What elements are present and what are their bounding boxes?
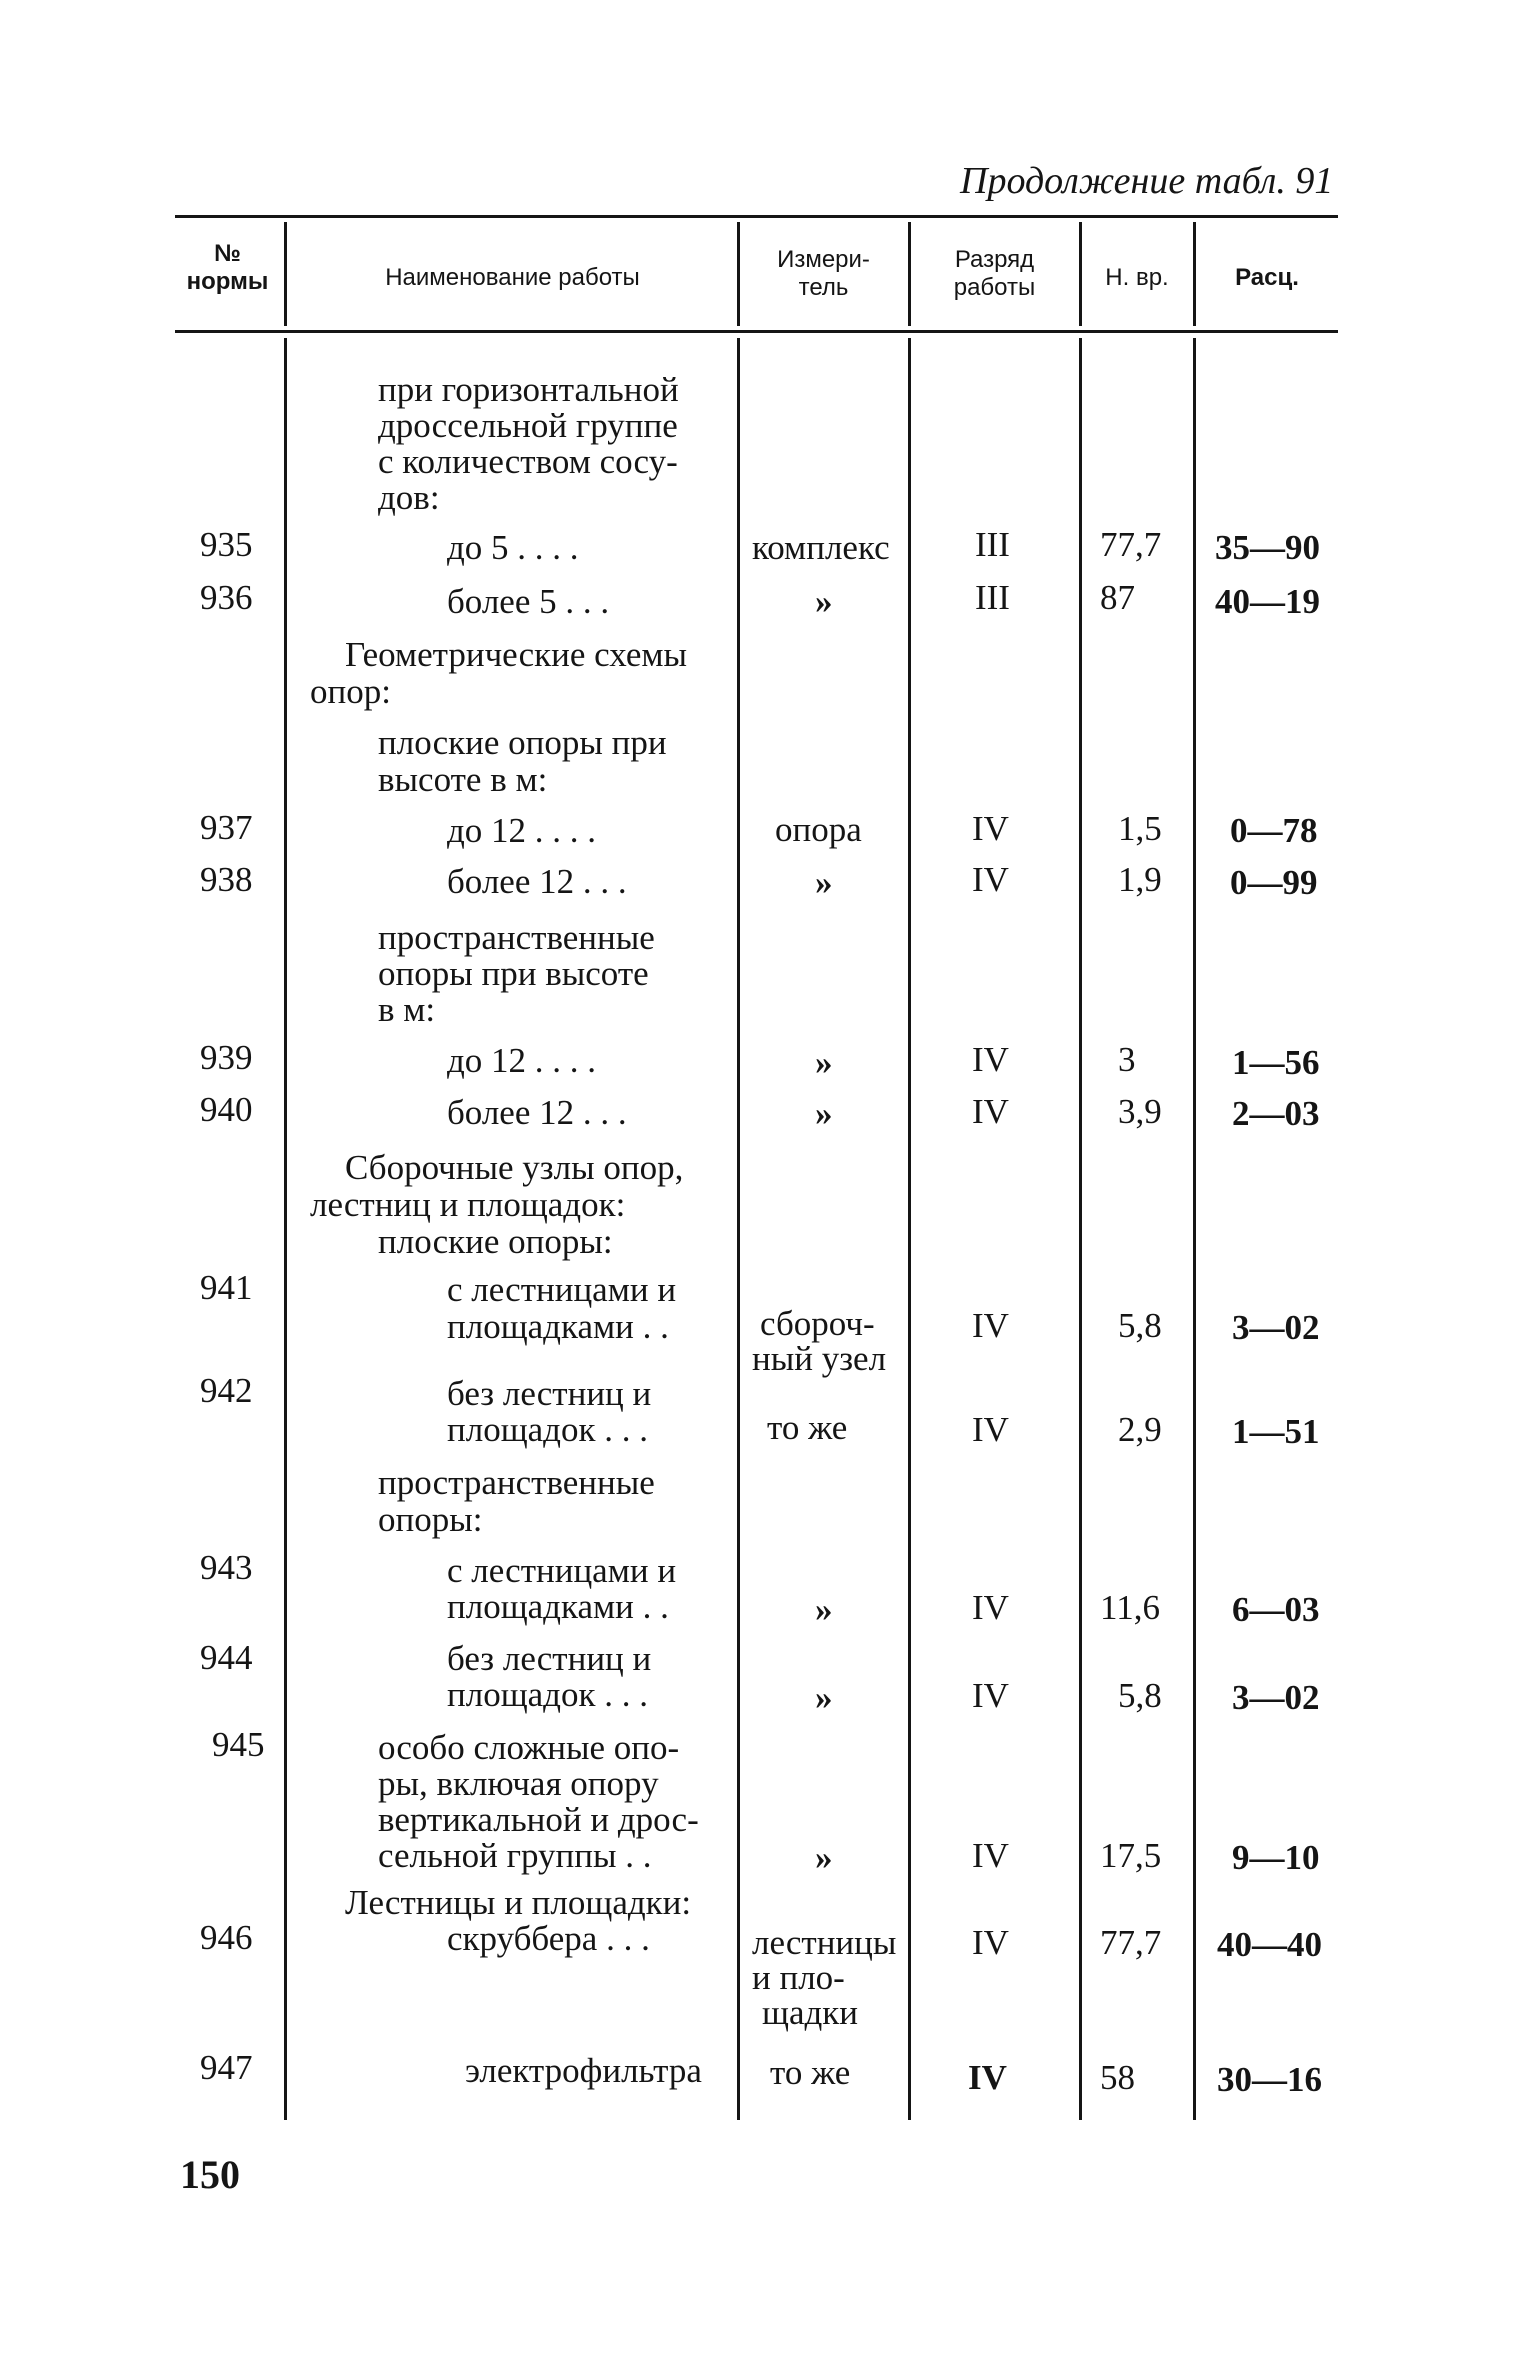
table-row-norm-number: 941: [200, 1268, 253, 1307]
table-row-grade: IV: [972, 1306, 1009, 1345]
table-row-unit: сбороч-: [760, 1304, 875, 1343]
table-row-work-name: ры, включая опору: [378, 1764, 659, 1803]
table-row-unit: »: [815, 863, 833, 902]
table-row-rate: 0—99: [1230, 863, 1318, 902]
table-row-time: 11,6: [1100, 1588, 1160, 1627]
table-row-norm-number: 945: [212, 1725, 265, 1764]
table-row-work-name: электрофильтра: [465, 2051, 702, 2090]
table-row-norm-number: 947: [200, 2048, 253, 2087]
table-row-grade: IV: [972, 1836, 1009, 1875]
table-row-work-name: сельной группы . .: [378, 1836, 652, 1875]
table-row-norm-number: 946: [200, 1918, 253, 1957]
table-row-work-name: до 5 . . . .: [447, 528, 579, 567]
table-row-time: 87: [1100, 578, 1135, 617]
section-heading: плоские опоры:: [378, 1222, 613, 1261]
header-bottom-rule: [175, 330, 1338, 333]
section-heading: Лестницы и площадки:: [345, 1883, 692, 1922]
header-norm-number-line1: №: [214, 240, 241, 267]
header-time-text: Н. вр.: [1105, 264, 1169, 291]
table-top-rule: [175, 215, 1338, 218]
header-divider: [1193, 222, 1196, 326]
table-row-unit: »: [815, 1043, 833, 1082]
table-row-norm-number: 943: [200, 1548, 253, 1587]
table-row-grade: IV: [972, 860, 1009, 899]
column-divider: [1193, 338, 1196, 2120]
table-row-time: 17,5: [1100, 1836, 1162, 1875]
table-row-norm-number: 935: [200, 525, 253, 564]
table-row-time: 3,9: [1118, 1092, 1162, 1131]
table-row-grade: IV: [972, 1923, 1009, 1962]
table-row-time: 77,7: [1100, 1923, 1162, 1962]
column-divider: [737, 338, 740, 2120]
section-heading: плоские опоры при: [378, 723, 667, 762]
section-heading: Сборочные узлы опор,: [345, 1148, 684, 1187]
table-row-work-name: вертикальной и дрос-: [378, 1800, 699, 1839]
table-row-unit: то же: [767, 1408, 848, 1447]
table-row-work-name: более 12 . . .: [447, 862, 627, 901]
table-row-rate: 30—16: [1217, 2060, 1322, 2099]
table-row-work-name: площадками . .: [447, 1587, 669, 1626]
section-heading: пространственные: [378, 1463, 655, 1502]
header-unit-line2: тель: [798, 273, 849, 301]
table-row-unit: то же: [770, 2053, 851, 2092]
table-row-unit: опора: [775, 810, 862, 849]
table-row-work-name: скруббера . . .: [447, 1919, 650, 1958]
header-work-name: [290, 264, 735, 292]
table-row-grade: IV: [972, 1676, 1009, 1715]
table-row-work-name: более 5 . . .: [447, 582, 610, 621]
table-row-rate: 40—40: [1217, 1925, 1322, 1964]
table-row-work-name: до 12 . . . .: [447, 1041, 597, 1080]
table-row-rate: 6—03: [1232, 1590, 1320, 1629]
table-row-grade: IV: [972, 1410, 1009, 1449]
table-row-norm-number: 942: [200, 1371, 253, 1410]
table-row-rate: 3—02: [1232, 1678, 1320, 1717]
table-row-grade: IV: [972, 1040, 1009, 1079]
table-row-rate: 40—19: [1215, 582, 1320, 621]
header-divider: [737, 222, 740, 326]
table-row-work-name: площадок . . .: [447, 1675, 648, 1714]
section-heading: опоры при высоте: [378, 954, 649, 993]
table-row-work-name: с лестницами и: [447, 1270, 677, 1309]
table-row-norm-number: 936: [200, 578, 253, 617]
section-heading: высоте в м:: [378, 760, 548, 799]
table-row-work-name: без лестниц и: [447, 1639, 652, 1678]
section-heading: в м:: [378, 990, 436, 1029]
table-row-grade: IV: [972, 809, 1009, 848]
table-row-rate: 2—03: [1232, 1094, 1320, 1133]
section-heading: дроссельной группе: [378, 406, 678, 445]
header-work-name-text: Наименование работы: [385, 264, 640, 291]
header-grade: [912, 246, 1077, 301]
table-row-rate: 9—10: [1232, 1838, 1320, 1877]
section-heading: при горизонтальной: [378, 370, 679, 409]
table-row-time: 3: [1118, 1040, 1136, 1079]
table-row-time: 5,8: [1118, 1676, 1162, 1715]
table-row-grade: IV: [968, 2058, 1007, 2097]
table-row-unit: »: [815, 1678, 833, 1717]
table-row-time: 77,7: [1100, 525, 1162, 564]
header-time: [1083, 264, 1191, 292]
header-unit: [741, 246, 906, 301]
header-divider: [284, 222, 287, 326]
table-row-time: 1,5: [1118, 809, 1162, 848]
table-row-norm-number: 937: [200, 808, 253, 847]
header-norm-number: [175, 240, 280, 295]
table-row-rate: 3—02: [1232, 1308, 1320, 1347]
table-row-work-name: особо сложные опо-: [378, 1728, 680, 1767]
header-norm-number-line2: нормы: [186, 267, 269, 295]
table-row-unit: »: [815, 1838, 833, 1877]
table-row-unit: »: [815, 582, 833, 621]
table-row-time: 2,9: [1118, 1410, 1162, 1449]
header-divider: [908, 222, 911, 326]
table-row-norm-number: 940: [200, 1090, 253, 1129]
table-row-work-name: площадок . . .: [447, 1410, 648, 1449]
table-row-norm-number: 938: [200, 860, 253, 899]
column-divider: [284, 338, 287, 2120]
section-heading: с количеством сосу-: [378, 442, 678, 481]
table-row-work-name: площадками . .: [447, 1307, 669, 1346]
header-rate: [1197, 264, 1337, 292]
column-divider: [1079, 338, 1082, 2120]
table-row-grade: III: [975, 525, 1010, 564]
table-row-rate: 35—90: [1215, 528, 1320, 567]
header-grade-line2: работы: [953, 273, 1036, 301]
table-row-unit: »: [815, 1590, 833, 1629]
table-row-work-name: с лестницами и: [447, 1551, 677, 1590]
table-row-rate: 0—78: [1230, 811, 1318, 850]
table-row-grade: III: [975, 578, 1010, 617]
header-rate-text: Расц.: [1235, 264, 1299, 291]
table-row-norm-number: 944: [200, 1638, 253, 1677]
table-row-work-name: более 12 . . .: [447, 1093, 627, 1132]
table-row-unit: ный узел: [752, 1339, 887, 1378]
table-row-unit: и пло-: [752, 1958, 845, 1997]
table-row-work-name: до 12 . . . .: [447, 811, 597, 850]
header-divider: [1079, 222, 1082, 326]
continuation-caption: Продолжение табл. 91: [960, 160, 1334, 202]
table-row-rate: 1—51: [1232, 1412, 1320, 1451]
table-row-time: 1,9: [1118, 860, 1162, 899]
table-row-norm-number: 939: [200, 1038, 253, 1077]
section-heading: лестниц и площадок:: [310, 1185, 626, 1224]
table-row-time: 5,8: [1118, 1306, 1162, 1345]
table-row-grade: IV: [972, 1588, 1009, 1627]
section-heading: опоры:: [378, 1500, 483, 1539]
header-unit-line1: Измери-: [777, 246, 870, 273]
page-number: 150: [180, 2152, 240, 2197]
table-row-unit: »: [815, 1094, 833, 1133]
section-heading: пространственные: [378, 918, 655, 957]
section-heading: опор:: [310, 672, 391, 711]
table-row-unit: лестницы: [752, 1923, 897, 1962]
table-row-work-name: без лестниц и: [447, 1374, 652, 1413]
section-heading: Геометрические схемы: [345, 635, 688, 674]
table-row-time: 58: [1100, 2058, 1135, 2097]
table-row-grade: IV: [972, 1092, 1009, 1131]
table-row-rate: 1—56: [1232, 1043, 1320, 1082]
column-divider: [908, 338, 911, 2120]
section-heading: дов:: [378, 478, 440, 517]
header-grade-line1: Разряд: [954, 246, 1035, 273]
table-row-unit: комплекс: [752, 528, 890, 567]
table-row-unit: щадки: [762, 1993, 859, 2032]
